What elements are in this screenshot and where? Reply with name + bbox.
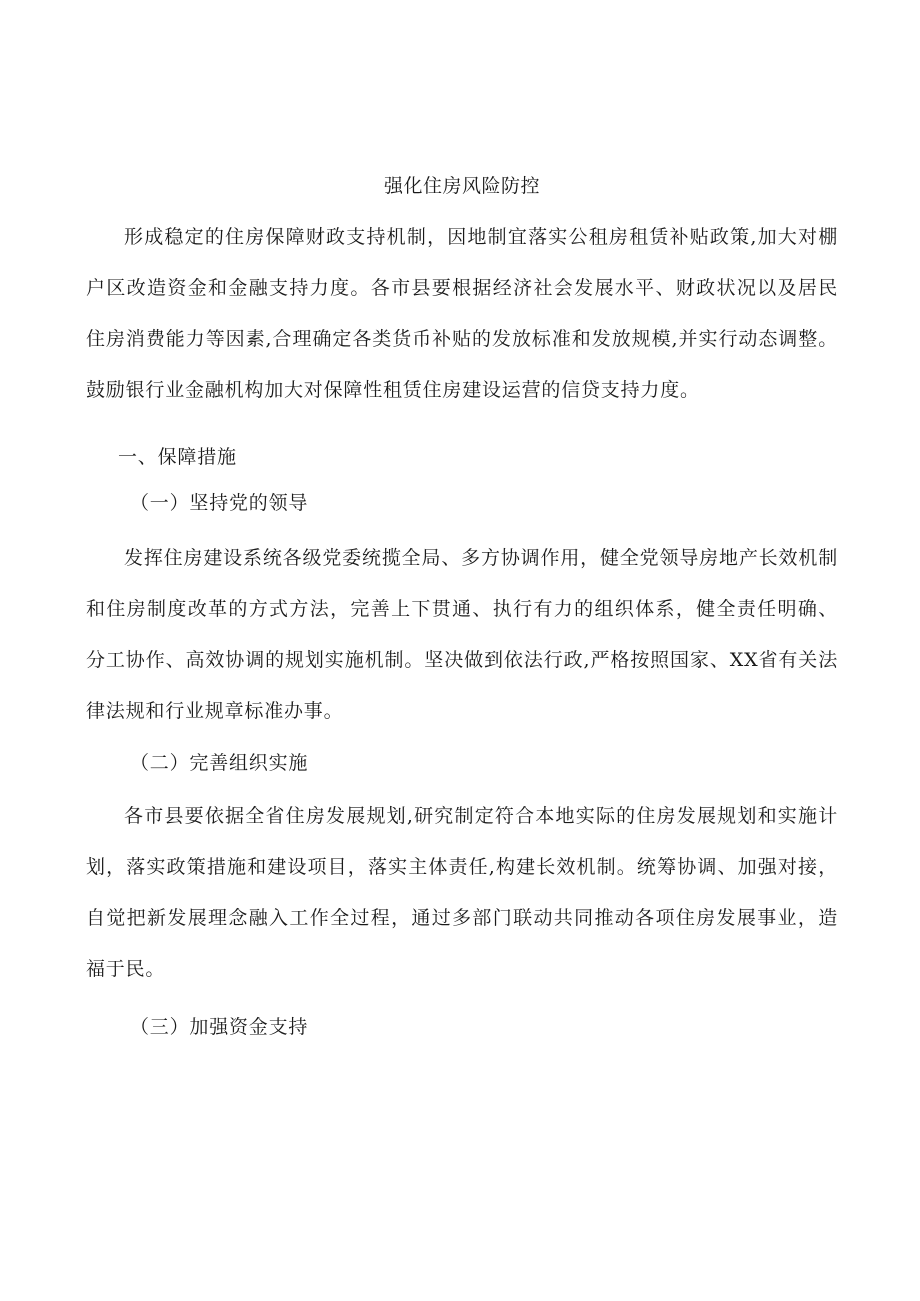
document-body bbox=[86, 168, 838, 1045]
paragraph-party-leadership: 发挥住房建设系统各级党委统揽全局、多方协调作用，健全党领导房地产长效机制和住房制度改革的方式方法，完善上下贯通、执行有力的组织体系，健全责任明确、分工协作、高效协调的规划实施机制。坚决做到依法行政,严格按照国家、XX省有关法律法规和行业规章标准办事。 bbox=[86, 547, 838, 722]
document-title: 强化住房风险防控 bbox=[383, 175, 540, 197]
subsection-heading-organization: （二）完善组织实施 bbox=[130, 752, 309, 774]
subsection-heading-party-leadership: （一）坚持党的领导 bbox=[130, 492, 309, 514]
paragraph-organization: 各市县要依据全省住房发展规划,研究制定符合本地实际的住房发展规划和实施计划，落实政策措施和建设项目，落实主体责任,构建长效机制。统筹协调、加强对接，自觉把新发展理念融入工作全过程，通过多部门联动共同推动各项住房发展事业，造福于民。 bbox=[86, 805, 838, 980]
subsection-heading-funding: （三）加强资金支持 bbox=[130, 1016, 309, 1038]
intro-paragraph: 形成稳定的住房保障财政支持机制，因地制宜落实公租房租赁补贴政策,加大对棚户区改造资金和金融支持力度。各市县要根据经济社会发展水平、财政状况以及居民住房消费能力等因素,合理确定各类货币补贴的发放标准和发放规模,并实行动态调整。鼓励银行业金融机构加大对保障性租赁住房建设运营的信贷支持力度。 bbox=[86, 226, 838, 401]
section-heading-safeguards: 一、保障措施 bbox=[118, 446, 237, 468]
